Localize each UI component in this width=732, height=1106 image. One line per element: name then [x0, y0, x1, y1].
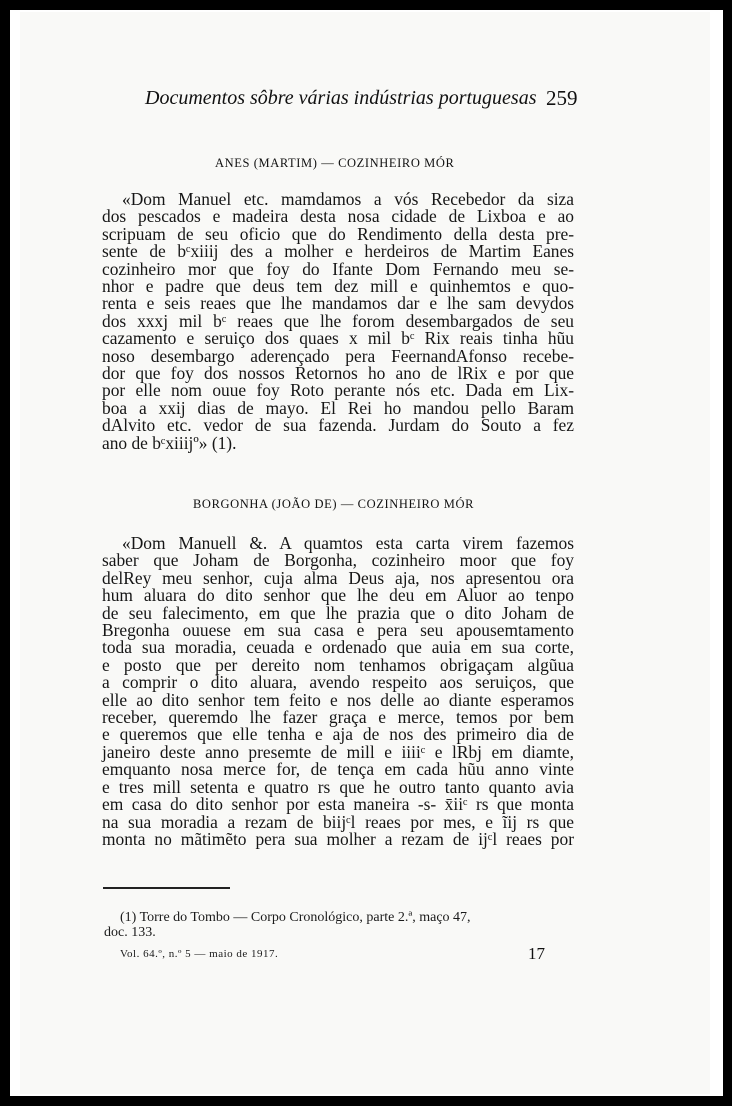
footnote-line: doc. 133.	[104, 925, 156, 940]
text-line: hum aluara do dito senhor que lhe deu em Aluor ao tenpo	[102, 585, 574, 606]
footnote-rule	[103, 887, 230, 889]
text-line: scripuam de seu oficio que do Rendimento della desta pre-	[102, 223, 574, 244]
text-line: monta no mãtimẽto pera sua molher a rezam de ijᶜl reaes por	[102, 828, 574, 849]
text-line: na sua moradia a rezam de biijᶜl reaes por mes, e ĩij rs que	[102, 811, 574, 832]
text-line: e posto que per dereito nom tenhamos obrigaçam algũua	[102, 654, 574, 675]
text-line: e tres mill setenta e quatro rs que he outro tanto quanto avia	[102, 776, 574, 797]
text-line: «Dom Manuell &. A quamtos esta carta virem fazemos	[122, 533, 574, 553]
text-line: boa a xxij dias de mayo. El Rei ho mandou pello Baram	[102, 397, 574, 418]
document-text-borgonha	[102, 535, 574, 848]
footnote-line: (1) Torre do Tombo — Corpo Cronológico, parte 2.ª, maço 47,	[120, 910, 471, 925]
section-title-anes: ANES (MARTIM) — COZINHEIRO MÓR	[215, 156, 455, 170]
text-line: cazamento e seruiço dos quaes x mil bᶜ Rix reais tinha hũu	[102, 328, 574, 349]
text-line: noso desembargo aderençado pera FeernandAfonso recebe-	[102, 345, 574, 366]
text-line: saber que Joham de Borgonha, cozinheiro moor que foy	[102, 550, 574, 571]
text-line: dAlvito etc. vedor de sua fazenda. Jurdam do Souto a fez	[102, 415, 574, 436]
footnote	[104, 910, 574, 940]
text-line: dos pescados e madeira desta nosa cidade de Lixboa e ao	[102, 206, 574, 227]
document-text-anes	[102, 191, 574, 452]
text-line: delRey meu senhor, cuja alma Deus aja, nos apresentou ora	[102, 567, 574, 588]
text-line: de seu falecimento, em que lhe prazia que o dito Joham de	[102, 602, 574, 623]
text-line: sente de bᶜxiiij des a molher e herdeiros de Martim Eanes	[102, 241, 574, 262]
text-line: renta e seis reaes que lhe mandamos dar e lhe sam devydos	[102, 293, 574, 314]
text-line: ano de bᶜxiiijº» (1).	[102, 432, 237, 453]
text-line: cozinheiro mor que foy do Ifante Dom Fernando meu se-	[102, 258, 574, 279]
text-line: por elle nom ouue foy Roto perante nós etc. Dada em Lix-	[102, 380, 574, 401]
text-line: nhor e padre que deus tem dez mill e quinhemtos e quo-	[102, 276, 574, 297]
text-line: elle ao dito senhor tem feito e nos delle ao diante esperamos	[102, 689, 574, 710]
text-line: toda sua moradia, ceuada e ordenado que auia em sua corte,	[102, 637, 574, 658]
section-title-borgonha: BORGONHA (JOÃO DE) — COZINHEIRO MÓR	[193, 497, 475, 511]
text-line: a comprir o dito aluara, avendo respeito aos seruiços, que	[102, 672, 574, 693]
volume-line: Vol. 64.º, n.º 5 — maio de 1917.	[120, 948, 279, 960]
text-line: emquanto nosa merce for, de tença em cada hũu anno vinte	[102, 759, 574, 780]
text-line: janeiro deste anno presemte de mill e iiiiᶜ e lRbj em diamte,	[102, 741, 574, 762]
text-line: receber, queremdo lhe fazer graça e merce, temos por bem	[102, 707, 574, 728]
running-title: Documentos sôbre várias indústrias portuguesas	[145, 87, 537, 109]
text-line: em casa do dito senhor por esta maneira -s- x̄iiᶜ rs que monta	[102, 794, 574, 815]
text-line: dor que foy dos nossos Retornos ho ano de lRix e por que	[102, 363, 574, 384]
text-line: Bregonha ouuese em sua casa e pera seu apousemtamento	[102, 620, 574, 641]
signature-mark: 17	[528, 944, 545, 963]
page-number: 259	[546, 86, 578, 110]
text-line: dos xxxj mil bᶜ reaes que lhe forom desembargados de seu	[102, 310, 574, 331]
text-line: e queremos que elle tenha e aja de nos des primeiro dia de	[102, 724, 574, 745]
text-line: «Dom Manuel etc. mamdamos a vós Recebedor da siza	[122, 189, 574, 209]
